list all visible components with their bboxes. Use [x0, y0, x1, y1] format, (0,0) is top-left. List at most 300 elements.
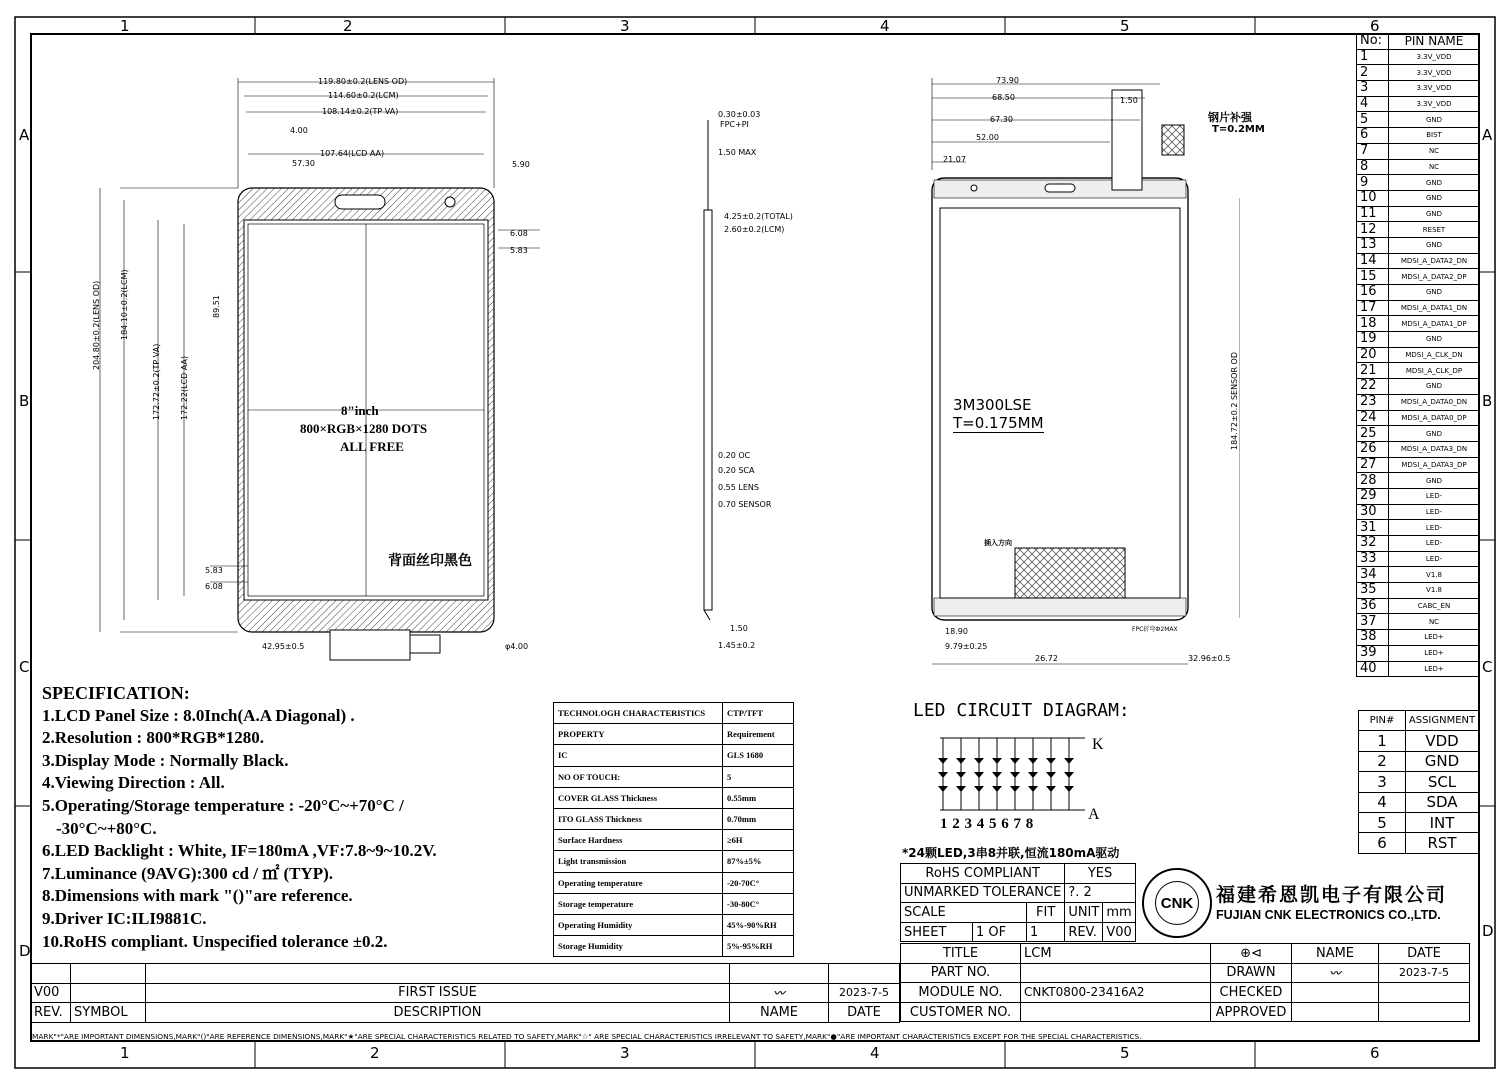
table-cell: Operating Humidity — [554, 914, 723, 935]
table-row — [1357, 426, 1480, 442]
table-cell: 0.70mm — [723, 808, 794, 829]
table-row — [901, 963, 1470, 983]
unit-value: mm — [1103, 903, 1135, 923]
title-block-lower — [900, 943, 1470, 1022]
checked-date — [1379, 983, 1470, 1003]
customer-value — [1021, 1002, 1211, 1022]
side-dim-5: 0.20 OC — [718, 451, 751, 460]
sheet-total: 1 — [1027, 922, 1065, 942]
table-row — [901, 903, 1136, 923]
table-row — [1357, 65, 1480, 81]
table-row — [1359, 792, 1479, 812]
pin-name: GND — [1389, 473, 1480, 489]
dim-4-00: 4.00 — [290, 126, 308, 135]
table-cell: 87%±5% — [723, 851, 794, 872]
pin-number: 36 — [1357, 598, 1389, 614]
pin-number: 6 — [1357, 128, 1389, 144]
table-cell: ≥6H — [723, 830, 794, 851]
sensor-label: 3M300LSE — [953, 396, 1032, 414]
table-row — [1357, 567, 1480, 583]
pin-name: GND — [1389, 175, 1480, 191]
pin-name: GND — [1389, 379, 1480, 395]
pin-name: MDSI_A_DATA0_DP — [1389, 410, 1480, 426]
table-row — [1357, 206, 1480, 222]
sheet-label: SHEET — [904, 924, 947, 940]
pin-number: 12 — [1357, 222, 1389, 238]
dim-lens-height: 204.80±0.2(LENS OD) — [92, 280, 101, 370]
spec-item: 8.Dimensions with mark "()"are reference. — [42, 886, 353, 906]
table-row — [901, 922, 1136, 942]
table-row — [1357, 583, 1480, 599]
pin-name: LED+ — [1389, 645, 1480, 661]
zone-4-top: 4 — [880, 17, 890, 35]
table-row — [554, 872, 794, 893]
panel-resolution-label: 800×RGB×1280 DOTS — [300, 421, 428, 436]
back-dim-26-72: 18.90 — [945, 627, 968, 636]
pin-name: MDSI_A_DATA3_DP — [1389, 457, 1480, 473]
pin-name: GND — [1389, 285, 1480, 301]
table-row — [1357, 300, 1480, 316]
table-cell: RST — [1406, 833, 1479, 853]
zone-1-bottom: 1 — [120, 1044, 130, 1062]
pin-name: NC — [1389, 159, 1480, 175]
zone-b-left: B — [19, 392, 30, 410]
table-cell: PROPERTY — [554, 724, 723, 745]
table-cell: 4 — [1359, 792, 1406, 812]
led-circuit-diagram — [935, 732, 1095, 817]
pin-name: 3.3V_VDD — [1389, 49, 1480, 65]
back-dim-1-50: 1.50 — [1120, 96, 1138, 105]
table-row — [901, 1002, 1470, 1022]
led-drive-note: *24颗LED,3串8并联,恒流180mA驱动 — [902, 846, 1120, 860]
table-row — [1357, 645, 1480, 661]
table-header: ASSIGNMENT — [1406, 711, 1479, 731]
table-cell: 1 — [1359, 731, 1406, 751]
spec-item: 7.Luminance (9AVG):300 cd / ㎡ (TYP). — [42, 863, 334, 883]
pin-name: MDSI_A_DATA2_DN — [1389, 253, 1480, 269]
table-row — [554, 766, 794, 787]
scale-label: SCALE — [901, 903, 1027, 923]
rohs-label: RoHS COMPLIANT — [901, 864, 1065, 884]
table-row — [1357, 237, 1480, 253]
table-cell: GND — [1406, 751, 1479, 771]
table-cell: Storage Humidity — [554, 936, 723, 957]
table-row — [1357, 347, 1480, 363]
sheet-of: OF — [988, 924, 1007, 940]
pin-name: CABC_EN — [1389, 598, 1480, 614]
zone-3-top: 3 — [620, 17, 630, 35]
table-row — [1359, 812, 1479, 832]
table-row — [1359, 751, 1479, 771]
table-cell: NO OF TOUCH: — [554, 766, 723, 787]
zone-3-bottom: 3 — [620, 1044, 630, 1062]
stiffener-label: 钢片补强 — [1208, 111, 1252, 124]
table-row — [1357, 661, 1480, 677]
table-row — [1357, 112, 1480, 128]
date-header: DATE — [1379, 944, 1470, 964]
third-angle-projection-icon: ⊕⊲ — [1240, 945, 1262, 961]
dim-lens-width: 119.80±0.2(LENS OD) — [318, 77, 408, 86]
pin-number: 14 — [1357, 253, 1389, 269]
side-dim-8: 0.70 SENSOR — [718, 500, 772, 509]
dim-5-83: 5.83 — [510, 246, 528, 255]
side-dim-7: 0.55 LENS — [718, 483, 759, 492]
table-cell: Light transmission — [554, 851, 723, 872]
pin-number: 19 — [1357, 332, 1389, 348]
projection-symbol — [1211, 944, 1292, 964]
table-cell: Requirement — [723, 724, 794, 745]
pin-name: GND — [1389, 332, 1480, 348]
drawn-signature: 〰 — [1292, 963, 1379, 983]
symbol-header: SYMBOL — [71, 1003, 146, 1023]
pin-number: 33 — [1357, 551, 1389, 567]
table-cell: ITO GLASS Thickness — [554, 808, 723, 829]
spec-title: SPECIFICATION: — [42, 683, 190, 703]
footer-mark-note: MARK"*"ARE IMPORTANT DIMENSIONS,MARK"()"ARE REFERENCE DIMENSIONS,MARK"★"ARE SPECIAL CHARACTERISTICS RELATED TO SAFETY,MARK"☆" ARE SPECIAL CHARACTERISTICS IRRELEVANT TO SAFETY,MARK"●"ARE IMPORTANT CHARACTERISTICS EXCEPT FOR THE SPECIAL CHARACTERISTICS. — [32, 1032, 1142, 1041]
table-cell: 2 — [1359, 751, 1406, 771]
table-row — [554, 914, 794, 935]
company-logo — [1142, 868, 1212, 938]
zone-a-right: A — [1482, 126, 1493, 144]
table-cell: Operating temperature — [554, 872, 723, 893]
pin-number: 16 — [1357, 285, 1389, 301]
table-row — [1357, 128, 1480, 144]
ctp-characteristics-table — [553, 702, 794, 957]
table-row — [1357, 285, 1480, 301]
drawn-date: 2023-7-5 — [1379, 963, 1470, 983]
pin-name: LED- — [1389, 504, 1480, 520]
table-row — [554, 703, 794, 724]
pin-number: 40 — [1357, 661, 1389, 677]
sensor-thickness: T=0.175MM — [953, 414, 1044, 432]
table-row — [1357, 253, 1480, 269]
symbol-cell — [71, 983, 146, 1003]
back-print-note: 背面丝印黑色 — [388, 553, 472, 569]
date-cell: 2023-7-5 — [829, 983, 900, 1003]
dim-57-30: 57.30 — [292, 159, 315, 168]
dim-tp-width: 108.14±0.2(TP VA) — [322, 107, 399, 116]
title-value: LCM — [1021, 944, 1211, 964]
table-row — [1357, 520, 1480, 536]
name-header: NAME — [1292, 944, 1379, 964]
spec-item: 1.LCD Panel Size : 8.0Inch(A.A Diagonal) . — [42, 705, 355, 725]
pin-name: GND — [1389, 426, 1480, 442]
table-cell: IC — [554, 745, 723, 766]
table-row — [1357, 81, 1480, 97]
table-row — [1357, 410, 1480, 426]
zone-5-top: 5 — [1120, 17, 1130, 35]
dim-lcd-width: 107.64(LCD AA) — [320, 149, 385, 158]
back-dim-52-00: 52.00 — [976, 133, 999, 142]
pin-name: RESET — [1389, 222, 1480, 238]
description-header: DESCRIPTION — [146, 1003, 730, 1023]
side-dim-3: 4.25±0.2(TOTAL) — [724, 212, 793, 221]
title-label: TITLE — [901, 944, 1021, 964]
spec-item: 6.LED Backlight : White, IF=180mA ,VF:7.8~9~10.2V. — [42, 841, 437, 861]
led-anode-label: A — [1088, 806, 1100, 823]
pin-number: 11 — [1357, 206, 1389, 222]
company-name-en: FUJIAN CNK ELECTRONICS CO.,LTD. — [1216, 908, 1441, 922]
ctp-pin-assignment-table — [1358, 710, 1479, 854]
checked-label: CHECKED — [1211, 983, 1292, 1003]
unit-label: UNIT — [1065, 903, 1103, 923]
table-row — [1357, 363, 1480, 379]
pin-number: 25 — [1357, 426, 1389, 442]
table-row — [1357, 504, 1480, 520]
table-row — [1357, 222, 1480, 238]
tolerance-label: UNMARKED TOLERANCE — [901, 883, 1065, 903]
pin-name: LED- — [1389, 536, 1480, 552]
table-cell: TECHNOLOGH CHARACTERISTICS — [554, 703, 723, 724]
table-header-row — [31, 1003, 900, 1023]
table-cell: CTP/TFT — [723, 703, 794, 724]
spec-item: 4.Viewing Direction : All. — [42, 773, 225, 793]
pin-name: 3.3V_VDD — [1389, 65, 1480, 81]
zone-5-bottom: 5 — [1120, 1044, 1130, 1062]
zone-c-left: C — [19, 658, 30, 676]
table-cell: 45%-90%RH — [723, 914, 794, 935]
table-row — [1357, 143, 1480, 159]
table-cell: -30-80C° — [723, 893, 794, 914]
pin-name: GND — [1389, 206, 1480, 222]
table-row — [1357, 598, 1480, 614]
table-row — [1357, 441, 1480, 457]
rev-cell: V00 — [31, 983, 71, 1003]
pin-name: GND — [1389, 112, 1480, 128]
table-cell: Storage temperature — [554, 893, 723, 914]
name-signature: 〰 — [730, 983, 829, 1003]
pin-number: 39 — [1357, 645, 1389, 661]
table-row — [31, 964, 900, 984]
dim-lcm-height: 184.10±0.2(LCM) — [120, 269, 129, 340]
side-dim-6: 0.20 SCA — [718, 466, 755, 475]
table-cell: 6 — [1359, 833, 1406, 853]
title-block-left — [900, 863, 1136, 942]
pin-name: LED- — [1389, 520, 1480, 536]
table-cell: 3 — [1359, 772, 1406, 792]
pin-number: 38 — [1357, 630, 1389, 646]
spec-item: 5.Operating/Storage temperature : -20°C~+70°C / — [42, 795, 404, 815]
pin-number: 9 — [1357, 175, 1389, 191]
module-value: CNKT0800-23416A2 — [1021, 983, 1211, 1003]
side-dim-10: 1.45±0.2 — [718, 641, 756, 650]
pin-name: LED- — [1389, 488, 1480, 504]
side-dim-4: 2.60±0.2(LCM) — [724, 225, 785, 234]
table-row — [1357, 175, 1480, 191]
zone-4-bottom: 4 — [870, 1044, 880, 1062]
back-dim-21-07: 21.07 — [943, 155, 966, 164]
zone-2-top: 2 — [343, 17, 353, 35]
pin-name: NC — [1389, 614, 1480, 630]
pin-number: 24 — [1357, 410, 1389, 426]
pin-number: 4 — [1357, 96, 1389, 112]
table-cell: VDD — [1406, 731, 1479, 751]
table-row — [1357, 379, 1480, 395]
table-row — [1357, 332, 1480, 348]
approved-label: APPROVED — [1211, 1002, 1292, 1022]
pin-name: MDSI_A_DATA1_DN — [1389, 300, 1480, 316]
back-dim-68-50: 68.50 — [992, 93, 1015, 102]
rev-header: REV. — [31, 1003, 71, 1023]
pin-number: 30 — [1357, 504, 1389, 520]
pin-number: 18 — [1357, 316, 1389, 332]
led-cathode-label: K — [1092, 736, 1104, 753]
table-header: PIN# — [1359, 711, 1406, 731]
pin-number: 15 — [1357, 269, 1389, 285]
zone-1-top: 1 — [120, 17, 130, 35]
insert-direction: 插入方向 — [984, 539, 1012, 547]
dim-lcd-height: 172.22(LCD AA) — [180, 355, 189, 420]
table-cell: 5 — [723, 766, 794, 787]
table-header: No: — [1357, 34, 1389, 50]
table-cell: 0.55mm — [723, 787, 794, 808]
table-cell: 5%-95%RH — [723, 936, 794, 957]
pin-name: V1.8 — [1389, 567, 1480, 583]
pin-number: 1 — [1357, 49, 1389, 65]
table-cell: SDA — [1406, 792, 1479, 812]
pin-number: 7 — [1357, 143, 1389, 159]
pin-name: LED+ — [1389, 661, 1480, 677]
side-view-drawing — [690, 110, 730, 650]
table-row — [1359, 772, 1479, 792]
led-string-numbers: 1 2 3 4 5 6 7 8 — [940, 816, 1034, 832]
table-row — [1357, 159, 1480, 175]
pin-number: 5 — [1357, 112, 1389, 128]
table-cell: -20-70C° — [723, 872, 794, 893]
side-dim-1: FPC+PI — [720, 120, 749, 129]
back-dim-sensor-w: 26.72 — [1035, 654, 1058, 663]
table-row — [1357, 316, 1480, 332]
pin-name: MDSI_A_DATA0_DN — [1389, 394, 1480, 410]
spec-item: 10.RoHS compliant. Unspecified tolerance ±0.2. — [42, 931, 388, 951]
pin-name: V1.8 — [1389, 583, 1480, 599]
pin-number: 17 — [1357, 300, 1389, 316]
description-cell: FIRST ISSUE — [146, 983, 730, 1003]
spec-item: 9.Driver IC:ILI9881C. — [42, 908, 207, 928]
zone-2-bottom: 2 — [370, 1044, 380, 1062]
pin-number: 28 — [1357, 473, 1389, 489]
pin-name: MDSI_A_DATA3_DN — [1389, 441, 1480, 457]
drawn-label: DRAWN — [1211, 963, 1292, 983]
dim-6-08-b: 6.08 — [205, 582, 223, 591]
table-row — [554, 724, 794, 745]
zone-b-right: B — [1482, 392, 1493, 410]
table-row — [901, 944, 1470, 964]
pin-number: 22 — [1357, 379, 1389, 395]
pin-number: 13 — [1357, 237, 1389, 253]
pin-name: MDSI_A_CLK_DN — [1389, 347, 1480, 363]
table-row — [554, 745, 794, 766]
rohs-value: YES — [1065, 864, 1135, 884]
table-header: PIN NAME — [1389, 34, 1480, 50]
panel-size-label: 8"inch — [341, 403, 379, 418]
checked-name — [1292, 983, 1379, 1003]
approved-date — [1379, 1002, 1470, 1022]
pin-number: 26 — [1357, 441, 1389, 457]
pin-name: LED- — [1389, 551, 1480, 567]
pin-name: MDSI_A_DATA1_DP — [1389, 316, 1480, 332]
back-dim-32-96: 9.79±0.25 — [945, 642, 988, 651]
zone-c-right: C — [1482, 658, 1493, 676]
customer-label: CUSTOMER NO. — [901, 1002, 1021, 1022]
pin-name: LED+ — [1389, 630, 1480, 646]
back-dim-sensor-h: 184.72±0.2 SENSOR OD — [1230, 351, 1239, 450]
table-row — [1357, 630, 1480, 646]
table-row — [901, 883, 1136, 903]
zone-d-left: D — [19, 942, 31, 960]
pin-number: 2 — [1357, 65, 1389, 81]
rev-value: V00 — [1103, 922, 1135, 942]
table-cell: GLS 1680 — [723, 745, 794, 766]
table-row — [554, 893, 794, 914]
pin-number: 21 — [1357, 363, 1389, 379]
scale-value: FIT — [1027, 903, 1065, 923]
zone-6-top: 6 — [1370, 17, 1380, 35]
back-dim-73-90: 73.90 — [996, 76, 1019, 85]
table-row — [554, 787, 794, 808]
table-row — [1359, 833, 1479, 853]
fpc-bend-note: FPC折弯Ф2MAX — [1132, 626, 1178, 633]
tolerance-value: ?. 2 — [1065, 883, 1135, 903]
zone-6-bottom: 6 — [1370, 1044, 1380, 1062]
pin-number: 10 — [1357, 190, 1389, 206]
name-header: NAME — [730, 1003, 829, 1023]
revision-table — [30, 963, 900, 1023]
pin-name: 3.3V_VDD — [1389, 96, 1480, 112]
specification-block — [42, 682, 437, 953]
pin-name: GND — [1389, 237, 1480, 253]
table-cell: SCL — [1406, 772, 1479, 792]
dim-tp-height: 172.72±0.2(TP VA) — [152, 343, 161, 420]
zone-d-right: D — [1482, 922, 1494, 940]
pin-name: MDSI_A_CLK_DP — [1389, 363, 1480, 379]
pin-number: 23 — [1357, 394, 1389, 410]
dim-6-08: 6.08 — [510, 229, 528, 238]
logo-text: CNK — [1155, 881, 1199, 925]
stiffener-thickness: T=0.2MM — [1212, 124, 1265, 135]
table-row — [1357, 190, 1480, 206]
table-row — [1357, 96, 1480, 112]
pin-name: GND — [1389, 190, 1480, 206]
table-header-row — [1359, 711, 1479, 731]
dim-radius: φ4.00 — [505, 642, 529, 651]
pin-name: 3.3V_VDD — [1389, 81, 1480, 97]
module-label: MODULE NO. — [901, 983, 1021, 1003]
table-row — [554, 830, 794, 851]
pin-name: BIST — [1389, 128, 1480, 144]
table-cell: Surface Hardness — [554, 830, 723, 851]
approved-name — [1292, 1002, 1379, 1022]
sheet-number: 1 — [975, 924, 985, 940]
side-dim-0: 0.30±0.03 — [718, 110, 761, 119]
table-row — [554, 936, 794, 957]
pin-number: 37 — [1357, 614, 1389, 630]
table-row — [1357, 473, 1480, 489]
side-dim-9: 1.50 — [730, 624, 748, 633]
pin-number: 29 — [1357, 488, 1389, 504]
table-row — [1357, 551, 1480, 567]
table-row — [1357, 614, 1480, 630]
pin-number: 35 — [1357, 583, 1389, 599]
table-row — [1357, 269, 1480, 285]
pin-number: 34 — [1357, 567, 1389, 583]
rev-label: REV. — [1065, 922, 1103, 942]
table-row — [1357, 394, 1480, 410]
pin-number: 20 — [1357, 347, 1389, 363]
table-row — [1359, 731, 1479, 751]
dim-42-95: 42.95±0.5 — [262, 642, 305, 651]
back-dim-2-55: 32.96±0.5 — [1188, 654, 1231, 663]
